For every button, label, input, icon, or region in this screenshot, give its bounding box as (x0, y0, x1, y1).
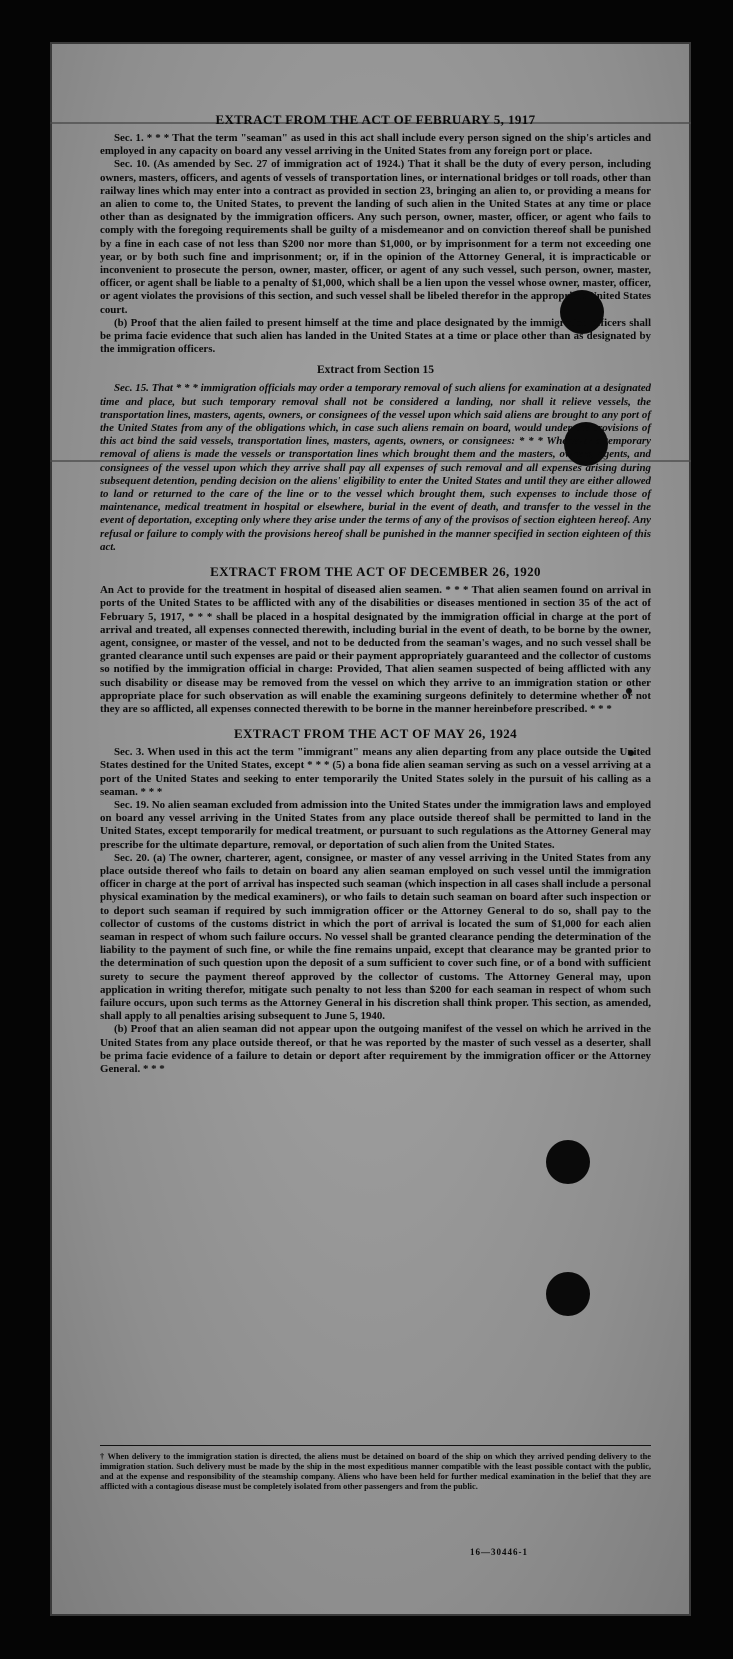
paragraph-sec-20b: (b) Proof that an alien seaman did not appear upon the outgoing manifest of the vessel on which he arrived in the United States from any place outside thereof, or that he was reported by the master of such vessel as a deserter, shall be prima facie evidence of a failure to detain or deport after requirement by the immigration officer or the Attorney General. * * * (100, 1023, 651, 1075)
subheading-section-15: Extract from Section 15 (317, 364, 434, 377)
punch-hole (546, 1140, 590, 1184)
heading-act-1920: EXTRACT FROM THE ACT OF DECEMBER 26, 1920 (210, 564, 541, 580)
document-body (100, 112, 651, 1076)
footnote: † When delivery to the immigration station is directed, the aliens must be detained on board of the ship on which they arrived pending delivery to the immigration station. Such delivery must be made by the ship in the most expeditious manner compatible with the least possible contact with the public, and at the expense and responsibility of the steamship company. Aliens who have been held for further medical examination in the belief that they are afflicted with a contagious disease must be completely isolated from other passengers and from the public. (100, 1445, 651, 1492)
punch-hole (546, 1272, 590, 1316)
paragraph-sec-10: Sec. 10. (As amended by Sec. 27 of immigration act of 1924.) That it shall be the duty of every person, including owners, masters, officers, and agents of vessels of transportation lines, or international bridges or toll roads, other than railway lines which may enter into a contract as provided in section 23, bringing an alien to, or providing a means for an alien to come to, the United States, to prevent the landing of such alien in the United States at any time or place other than as designated by the immigration officers. Any such person, owner, master, officer, or agent who fails to comply with the foregoing requirements shall be guilty of a misdemeanor and on conviction thereof shall be punished by a fine in each case of not less than $200 nor more than $1,000, or by imprisonment for a term not exceeding one year, or by both such fine and imprisonment; or, if in the opinion of the Attorney General, it is impracticable or inconvenient to prosecute the person, owner, master, officer, or agent of any such vessel, such person, owner, master, officer, or agent shall be liable to a penalty of $1,000, which shall be a lien upon the vessel whose owner, master, officer, or agent violates the provisions of this section, and such vessel shall be libeled therefor in the appropriate United States court. (100, 158, 651, 316)
paragraph-sec-20a: Sec. 20. (a) The owner, charterer, agent, consignee, or master of any vessel arriving in the United States from any place outside thereof who fails to detain on board any alien seaman employed on such vessel until the immigration officer in charge at the port of arrival has inspected such seaman (which inspection in all cases shall include a personal physical examination by the medical examiners), or who fails to detain such seaman on board after such inspection or to deport such seaman if required by such immigration officer or the Attorney General to do so, shall pay to the collector of customs of the customs district in which the port of arrival is located the sum of $1,000 for each alien seaman in respect of whom such failure occurs. No vessel shall be granted clearance pending the determination of the liability to the payment of such fine, or while the fine remains unpaid, except that clearance may be granted prior to the determination of such question upon the deposit of a sum sufficient to cover such fine, or of a bond with sufficient surety to secure the payment thereof approved by the collector of customs. The Attorney General may, upon application in writing therefor, mitigate such penalty to not less than $200 for each seaman in respect of whom such failure occurs, upon such terms as the Attorney General in his discretion shall think proper. This section, as amended, shall apply to all penalties arising subsequent to June 5, 1940. (100, 851, 651, 1023)
paragraph-sec-3: Sec. 3. When used in this act the term "immigrant" means any alien departing from any place outside the United States destined for the United States, except * * * (5) a bona fide alien seaman serving as such on a vessel arriving at a port of the United States and seeking to enter temporarily the United States solely in the pursuit of his calling as a seaman. * * * (100, 746, 651, 798)
paragraph-sec-10b: (b) Proof that the alien failed to present himself at the time and place designated by the immigration officers shall be prima facie evidence that such alien has landed in the United States at a time or place other than as designated by the immigration officers. (100, 316, 651, 356)
heading-act-1917: EXTRACT FROM THE ACT OF FEBRUARY 5, 1917 (215, 112, 536, 127)
document-number: 16—30446-1 (470, 1547, 528, 1557)
paragraph-act-1920: An Act to provide for the treatment in hospital of diseased alien seamen. * * * That alien seamen found on arrival in ports of the United States to be afflicted with any of the disabilities or diseases mentioned in section 35 of the act of February 5, 1917, * * * shall be placed in a hospital designated by the immigration official in charge at the port of arrival and treated, all expenses connected therewith, including burial in the event of death, to be borne by the owner, agent, consignee, or master of the vessel, and not to be deducted from the seaman's wages, and no such vessel shall be granted clearance until such expenses are paid or their payment appropriately guaranteed and the collector of customs so notified by the immigration official in charge: Provided, That alien seamen suspected of being afflicted with any such disability or disease may be removed from the vessel on which they arrive to an immigration station or other appropriate place for such observation as will enable the examining surgeons definitely to determine whether or not they are so afflicted, all expenses connected therewith to be borne in the manner hereinbefore prescribed. * * * (100, 584, 651, 715)
paragraph-sec-19: Sec. 19. No alien seaman excluded from admission into the United States under the immigration laws and employed on board any vessel arriving in the United States from any place outside thereof shall be permitted to land in the United States, except temporarily for medical treatment, or pursuant to such regulations as the Attorney General may prescribe for the ultimate departure, removal, or deportation of such alien from the United States. (100, 798, 651, 851)
heading-act-1924: EXTRACT FROM THE ACT OF MAY 26, 1924 (233, 726, 518, 742)
paragraph-sec-1: Sec. 1. * * * That the term "seaman" as used in this act shall include every person signed on the ship's articles and employed in any capacity on board any vessel arriving in the United States from any foreign port or place. (100, 132, 651, 158)
paragraph-sec-15: Sec. 15. That * * * immigration officials may order a temporary removal of such aliens for examination at a designated time and place, but such temporary removal shall not be considered a landing, nor shall it relieve vessels, the transportation lines, masters, agents, owners, or consignees of the vessel upon which said aliens are brought to any port of the United States from any of the obligations which, in case such aliens remain on board, would under the provisions of this act bind the said vessels, transportation lines, masters, agents, owners, or consignees: * * * Whenever a temporary removal of aliens is made the vessels or transportation lines which brought them and the masters, owners, agents, and consignees of the vessel upon which they arrive shall pay all expenses of such removal and all expenses arising during subsequent detention, pending decision on the aliens' eligibility to enter the United States and until they are either allowed to land or returned to the care of the line or to the vessel which brought them, such expenses to include those of maintenance, medical treatment in hospital or elsewhere, burial in the event of death, and transfer to the vessel in the event of deportation, excepting only where they arise under the terms of any of the provisos of section eighteen hereof. Any refusal or failure to comply with the provisions hereof shall be punished in the manner specified in section eighteen of this act. (100, 382, 651, 553)
document-page (50, 42, 691, 1616)
